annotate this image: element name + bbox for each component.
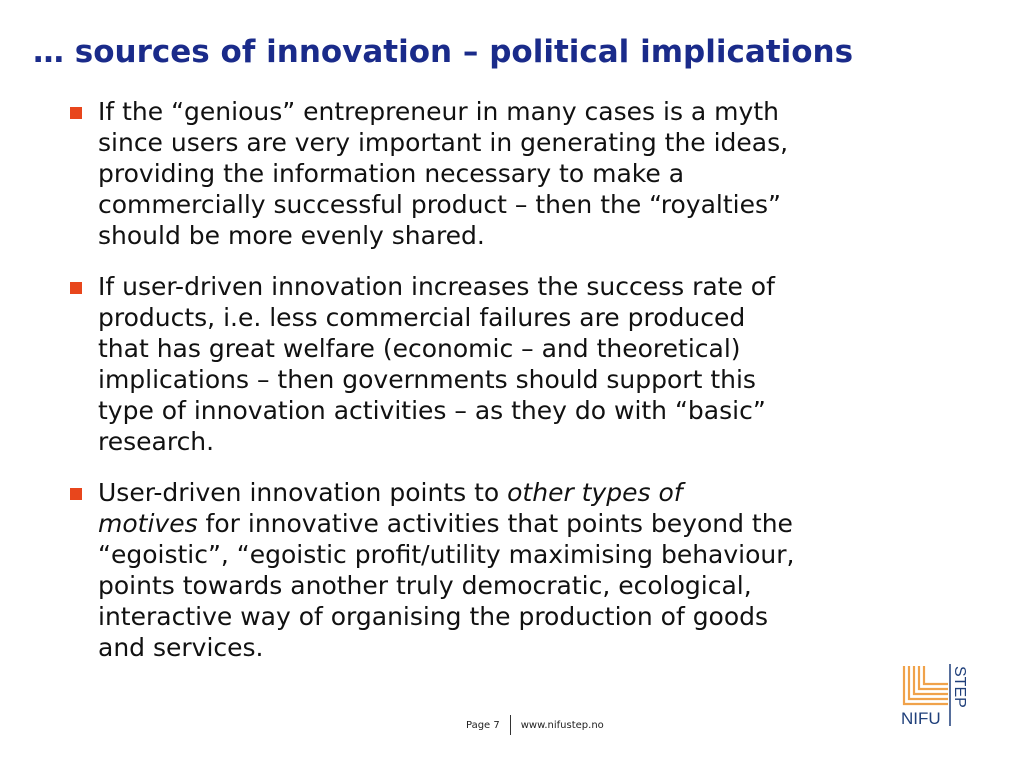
bullet-list <box>70 96 930 683</box>
text-line <box>98 271 930 302</box>
text-run: that has great welfare (economic – and theoretical) <box>98 334 741 363</box>
text-run: implications – then governments should support this <box>98 365 756 394</box>
footer-url: www.nifustep.no <box>520 719 604 731</box>
text-run: commercially successful product – then the “royalties” <box>98 190 781 219</box>
bullet-item <box>70 477 930 663</box>
text-line <box>98 127 930 158</box>
text-line <box>98 570 930 601</box>
bullet-text <box>98 271 930 457</box>
text-line <box>98 96 930 127</box>
square-bullet-icon <box>70 282 82 294</box>
logo-step-text: STEP <box>951 666 968 708</box>
text-line <box>98 477 930 508</box>
page-number: Page 7 <box>466 719 500 731</box>
text-line <box>98 302 930 333</box>
logo-l-lines-icon <box>904 666 948 704</box>
text-line <box>98 364 930 395</box>
text-line <box>98 158 930 189</box>
text-line <box>98 395 930 426</box>
text-run: products, i.e. less commercial failures are produced <box>98 303 746 332</box>
slide-footer <box>466 712 604 738</box>
text-run: and services. <box>98 633 264 662</box>
text-run: interactive way of organising the production of goods <box>98 602 769 631</box>
text-run: providing the information necessary to make a <box>98 159 685 188</box>
text-line <box>98 539 930 570</box>
italic-text-run: motives <box>98 509 198 538</box>
bullet-item <box>70 96 930 251</box>
text-line <box>98 601 930 632</box>
text-line <box>98 333 930 364</box>
italic-text-run: other types of <box>507 478 683 507</box>
bullet-text <box>98 477 930 663</box>
text-line <box>98 189 930 220</box>
text-run: If the “genious” entrepreneur in many cases is a myth <box>98 97 779 126</box>
text-run: If user-driven innovation increases the success rate of <box>98 272 775 301</box>
text-run: since users are very important in generating the ideas, <box>98 128 789 157</box>
text-line <box>98 220 930 251</box>
text-run: User-driven innovation points to <box>98 478 508 507</box>
text-run: should be more evenly shared. <box>98 221 485 250</box>
bullet-text <box>98 96 930 251</box>
square-bullet-icon <box>70 488 82 500</box>
slide-title: … sources of innovation – political implications <box>33 34 854 70</box>
text-line <box>98 426 930 457</box>
text-line <box>98 508 930 539</box>
text-run: points towards another truly democratic, ecological, <box>98 571 752 600</box>
text-line <box>98 632 930 663</box>
text-run: type of innovation activities – as they do with “basic” <box>98 396 766 425</box>
square-bullet-icon <box>70 107 82 119</box>
nifu-step-logo <box>898 660 974 730</box>
text-run: for innovative activities that points beyond the <box>197 509 793 538</box>
footer-divider <box>510 715 511 735</box>
text-run: “egoistic”, “egoistic profit/utility maximising behaviour, <box>98 540 795 569</box>
logo-nifu-text: NIFU <box>901 709 941 728</box>
bullet-item <box>70 271 930 457</box>
text-run: research. <box>98 427 215 456</box>
